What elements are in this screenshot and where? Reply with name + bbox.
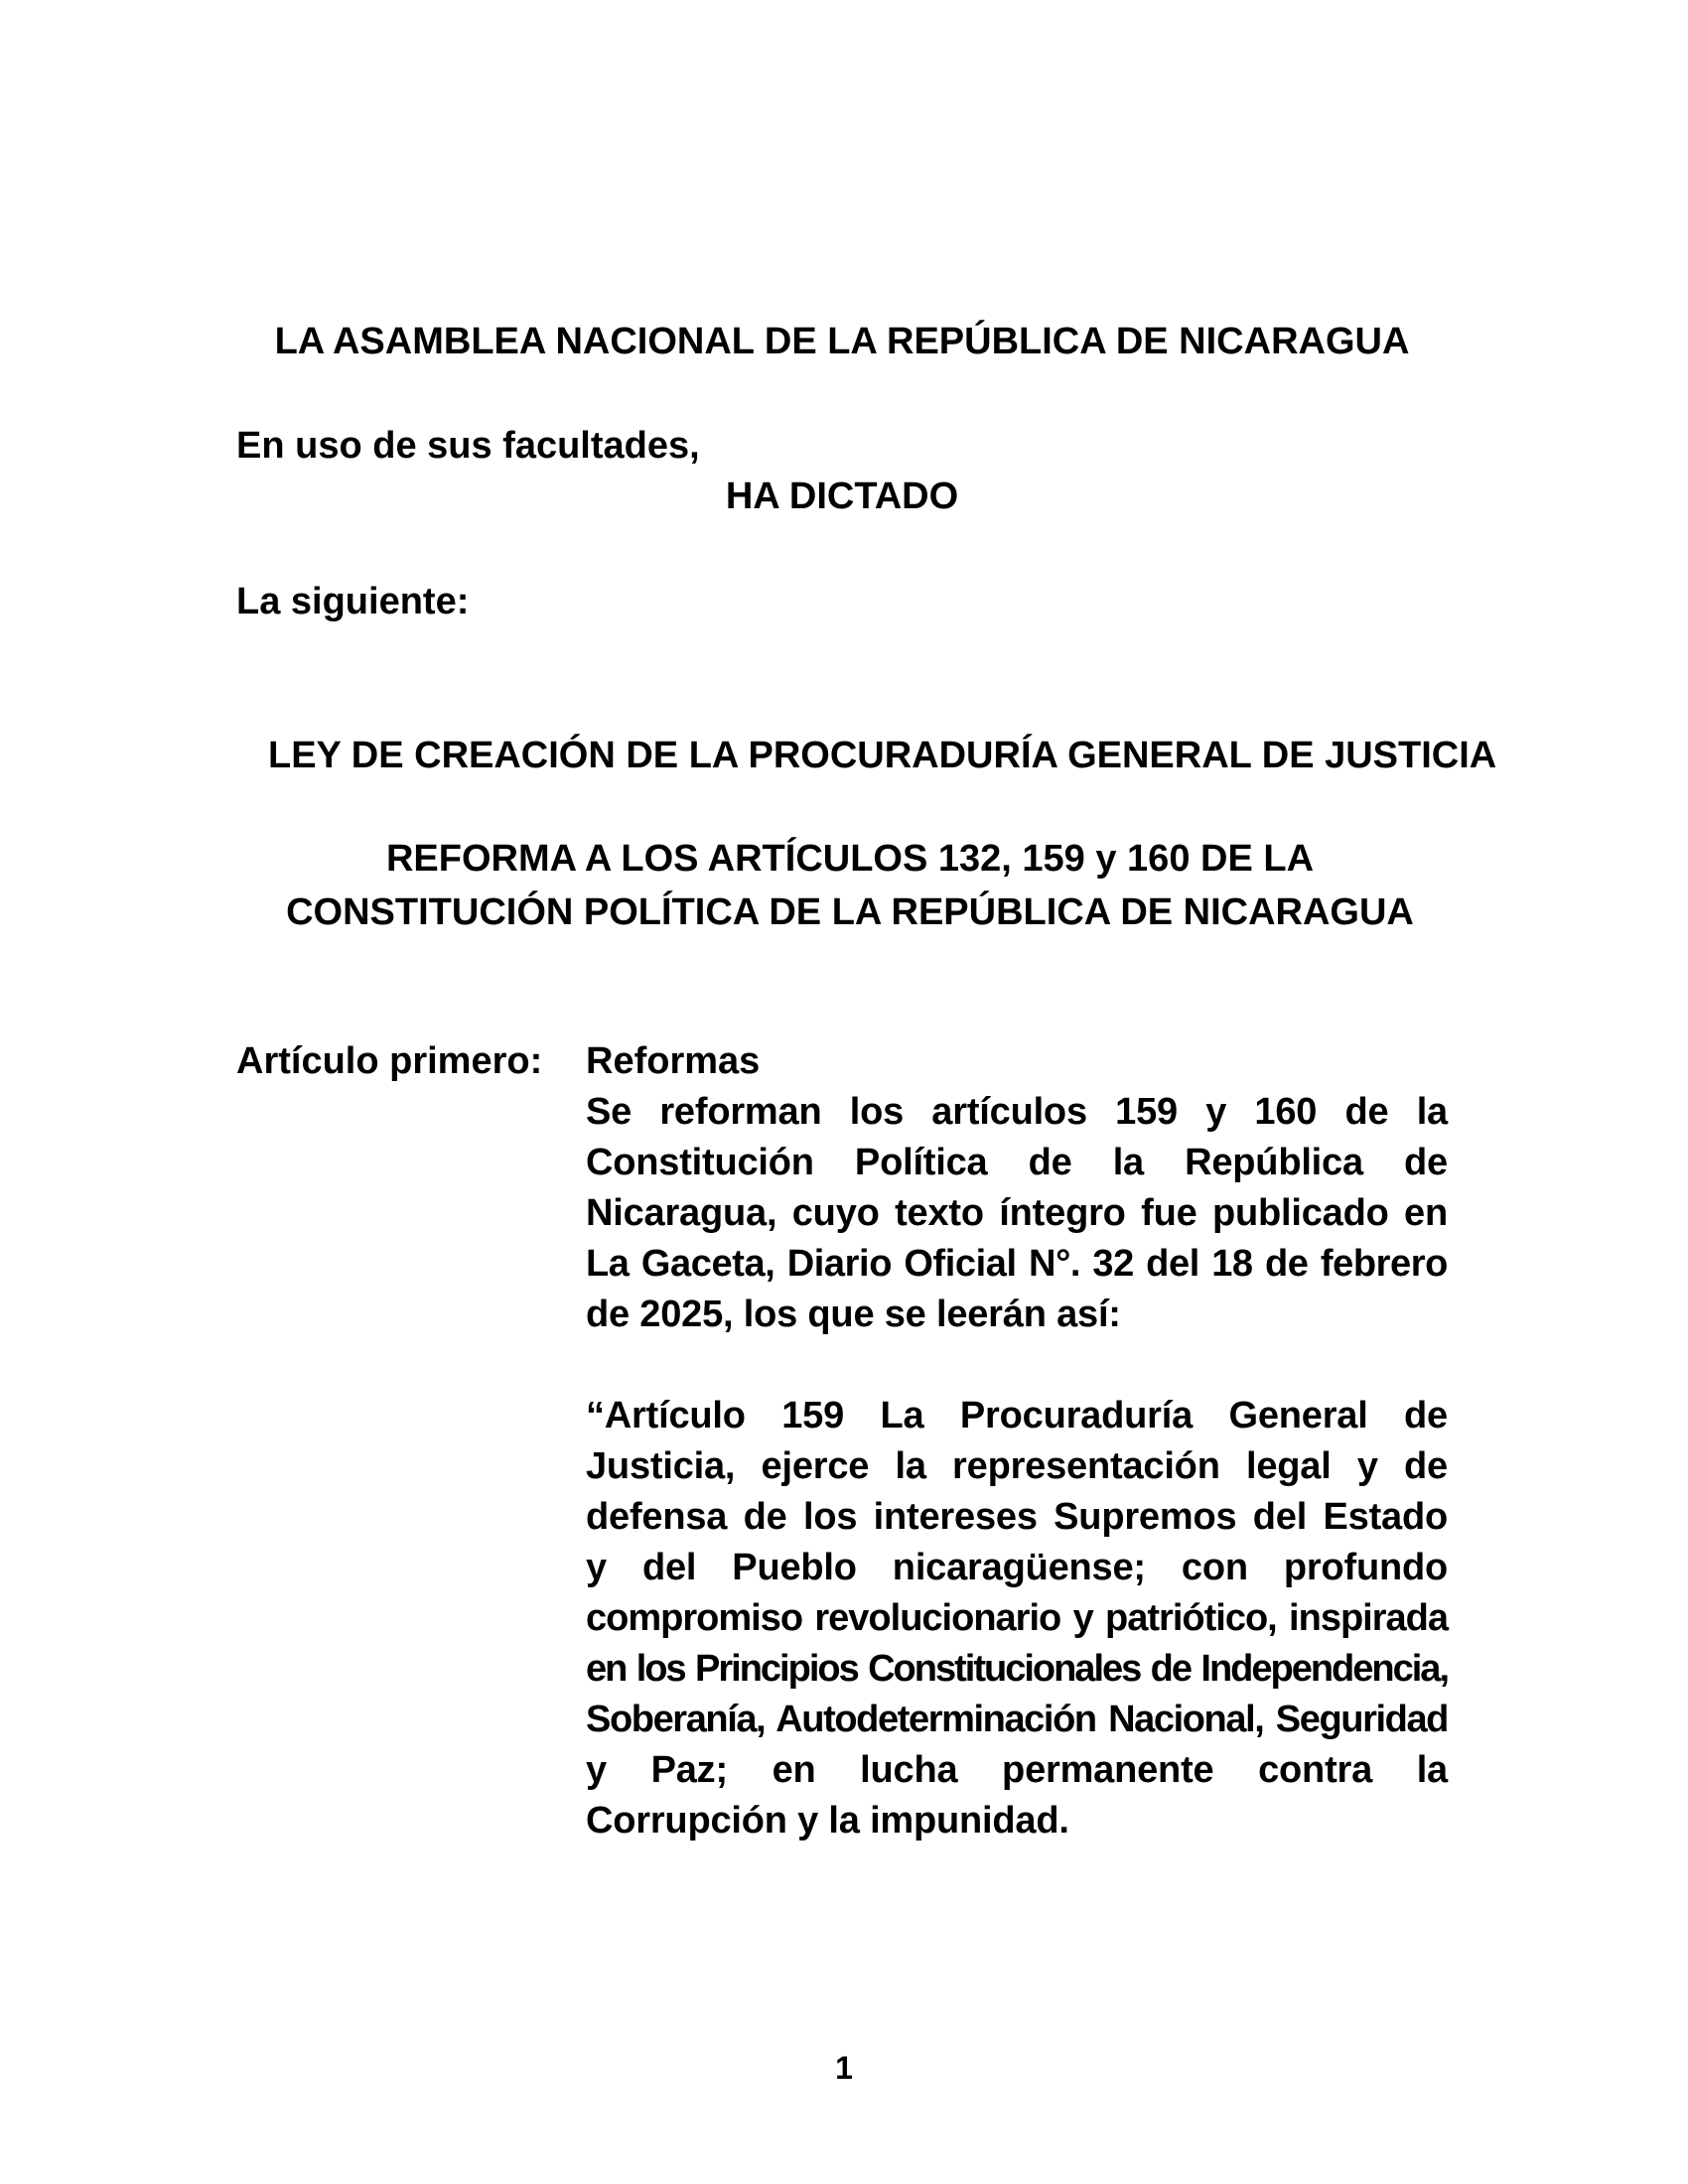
text-line: defensa de los intereses Supremos del Estado — [586, 1496, 1448, 1538]
text-line: y del Pueblo nicaragüense; con profundo — [586, 1547, 1448, 1588]
text-block — [236, 0, 1497, 2184]
text-line: Nicaragua, cuyo texto íntegro fue publicado en — [586, 1192, 1448, 1234]
text-line: “Artículo 159 La Procuraduría General de — [586, 1395, 1448, 1436]
text-line: Se reforman los artículos 159 y 160 de la — [586, 1091, 1448, 1133]
article-first-paragraph-2 — [586, 1391, 1448, 1846]
faculties-line: En uso de sus facultades, — [236, 425, 700, 467]
text-line: de 2025, los que se leerán así: — [586, 1294, 1121, 1335]
article-first-block — [236, 1036, 1448, 1846]
page-number: 1 — [835, 2050, 853, 2086]
text-line: compromiso revolucionario y patriótico, inspirada — [586, 1597, 1448, 1639]
article-first-label: Artículo primero: — [236, 1040, 543, 1082]
ha-dictado-line: HA DICTADO — [725, 476, 959, 517]
text-line: Corrupción y la impunidad. — [586, 1800, 1069, 1842]
assembly-heading: LA ASAMBLEA NACIONAL DE LA REPÚBLICA DE NICARAGUA — [274, 321, 1410, 362]
text-line: y Paz; en lucha permanente contra la — [586, 1749, 1448, 1791]
text-line: La Gaceta, Diario Oficial N°. 32 del 18 de febrero — [586, 1243, 1448, 1285]
article-first-paragraph-1 — [586, 1087, 1448, 1340]
text-line: Justicia, ejerce la representación legal y de — [586, 1445, 1448, 1487]
law-title: LEY DE CREACIÓN DE LA PROCURADURÍA GENERAL DE JUSTICIA — [268, 735, 1497, 776]
text-line: Soberanía, Autodeterminación Nacional, Seguridad — [586, 1699, 1448, 1740]
reform-heading-line2: CONSTITUCIÓN POLÍTICA DE LA REPÚBLICA DE NICARAGUA — [286, 891, 1414, 933]
article-first-title: Reformas — [586, 1040, 761, 1082]
text-line: en los Principios Constitucionales de Independencia, — [586, 1648, 1448, 1690]
reform-heading — [244, 832, 1456, 939]
article-first-body — [586, 1036, 1448, 1846]
la-siguiente-line: La siguiente: — [236, 581, 470, 622]
reform-heading-line1: REFORMA A LOS ARTÍCULOS 132, 159 y 160 DE LA — [385, 838, 1315, 880]
text-line: Constitución Política de la República de — [586, 1142, 1448, 1183]
paragraph-gap — [586, 1340, 1448, 1391]
